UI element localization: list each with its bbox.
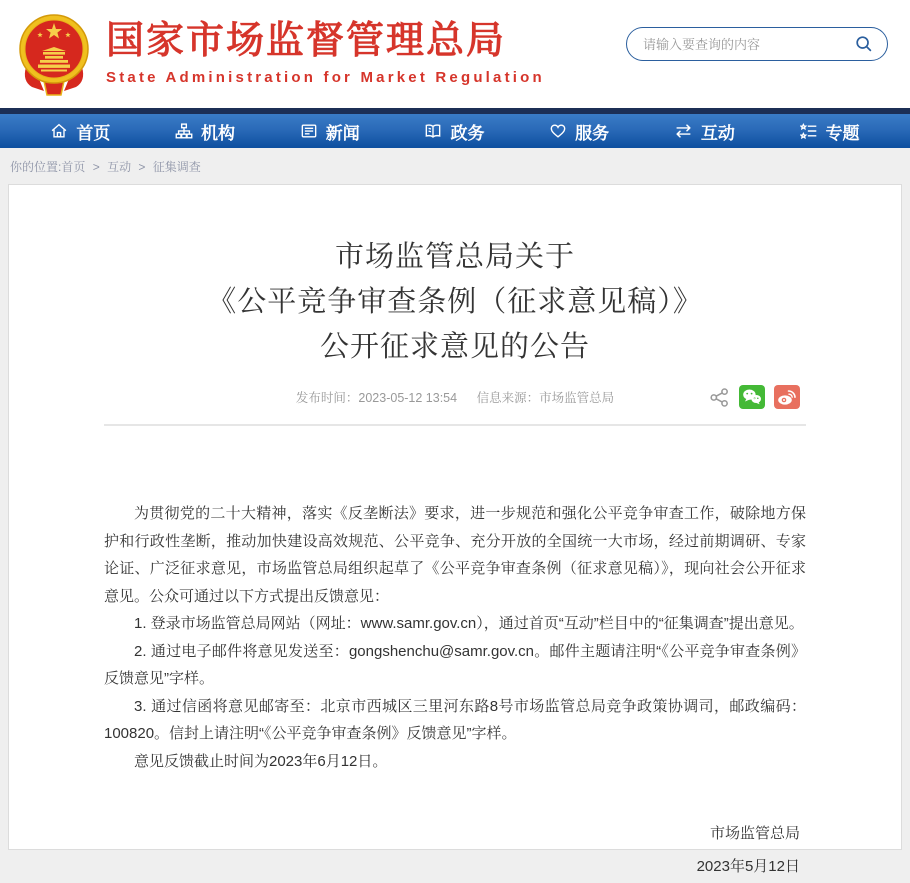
nav-item-label: 专题 (825, 123, 860, 143)
heart-icon (549, 122, 567, 140)
nav-item-gov[interactable] (424, 119, 484, 144)
search-icon (854, 34, 874, 54)
search-input[interactable] (643, 37, 851, 52)
publish-time-value: 2023-05-12 13:54 (358, 391, 458, 405)
site-logo-link[interactable] (14, 11, 574, 99)
wechat-icon (739, 385, 765, 409)
nav-item-label: 服务 (575, 123, 610, 143)
open-book-icon (424, 122, 442, 140)
paragraph-intro: 为贯彻党的二十大精神，落实《反垄断法》要求，进一步规范和强化公平竞争审查工作，破除地方保护和行政性垄断，推动加快建设高效规范、公平竞争、充分开放的全国统一大市场，经过前期调研、专家论证、广泛征求意见，市场监管总局组织起草了《公平竞争审查条例（征求意见稿）》，现向社会公开征求意见。公众可通过以下方式提出反馈意见： (104, 505, 806, 605)
nav-item-label: 机构 (201, 123, 236, 143)
national-emblem-icon (14, 11, 94, 97)
site-title: 国家市场监督管理总局 (106, 20, 507, 62)
star-list-icon (800, 122, 818, 140)
article-card (8, 184, 902, 875)
breadcrumb-separator: > (92, 160, 100, 174)
nav-item-label: 互动 (700, 123, 735, 143)
breadcrumb-separator: > (138, 160, 146, 174)
nav-item-org[interactable] (175, 119, 235, 144)
paragraph-method-3: 3. 通过信函将意见邮寄至：北京市西城区三里河东路8号市场监管总局竞争政策协调司，邮政编码：100820。信封上请注明“《公平竞争审查条例》反馈意见”字样。 (104, 697, 806, 742)
share-button[interactable] (709, 387, 730, 408)
article-body (104, 500, 806, 775)
nav-item-services[interactable] (549, 119, 609, 144)
swap-arrows-icon (674, 122, 693, 140)
main-nav (0, 108, 910, 148)
share-buttons (709, 385, 800, 409)
article-signature (104, 817, 806, 883)
publish-time-label: 发布时间： (295, 391, 359, 405)
breadcrumb-item-survey[interactable]: 征集调查 (152, 160, 201, 174)
nav-item-label: 政务 (450, 123, 485, 143)
sitemap-icon (175, 122, 193, 140)
site-subtitle: State Administration for Market Regulation (106, 69, 545, 86)
weibo-share-button[interactable] (774, 385, 800, 409)
home-icon (50, 122, 68, 140)
article-meta-row (104, 385, 806, 411)
breadcrumb-prefix: 你的位置: (10, 160, 62, 174)
paragraph-method-2: 2. 通过电子邮件将意见发送至：gongshenchu@samr.gov.cn。邮件主题请注明“《公平竞争审查条例》反馈意见”字样。 (104, 642, 806, 687)
nav-item-label: 新闻 (325, 123, 360, 143)
signature-date: 2023年5月12日 (696, 858, 800, 875)
breadcrumb-item-interaction[interactable]: 互动 (107, 160, 132, 174)
source-label: 信息来源： (476, 391, 540, 405)
nav-item-home[interactable] (50, 119, 110, 144)
search-button[interactable] (851, 31, 877, 57)
article-title-line-1: 市场监管总局关于 (334, 241, 575, 273)
site-header (0, 0, 910, 108)
newspaper-icon (300, 122, 318, 140)
nav-bar (0, 114, 910, 148)
signature-org: 市场监管总局 (709, 825, 800, 842)
article-title (104, 235, 806, 370)
nav-item-news[interactable] (300, 119, 360, 144)
source-value: 市场监管总局 (539, 391, 615, 405)
paragraph-deadline: 意见反馈截止时间为2023年6月12日。 (134, 752, 388, 770)
weibo-icon (774, 385, 800, 409)
search-box (626, 27, 888, 61)
breadcrumb-item-home[interactable]: 首页 (61, 160, 86, 174)
wechat-share-button[interactable] (739, 385, 765, 409)
nav-item-interaction[interactable] (674, 119, 735, 144)
site-titles (106, 11, 545, 86)
article-meta (104, 385, 806, 411)
article-title-line-2: 《公平竞争审查条例（征求意见稿）》 (207, 286, 703, 318)
article-title-line-3: 公开征求意见的公告 (319, 331, 590, 363)
breadcrumb (0, 148, 910, 184)
nav-item-topics[interactable] (800, 119, 860, 144)
share-nodes-icon (709, 387, 730, 408)
meta-divider (104, 424, 806, 426)
nav-item-label: 首页 (76, 123, 111, 143)
paragraph-method-1: 1. 登录市场监管总局网站（网址：www.samr.gov.cn），通过首页“互动”栏目中的“征集调查”提出意见。 (134, 615, 804, 632)
